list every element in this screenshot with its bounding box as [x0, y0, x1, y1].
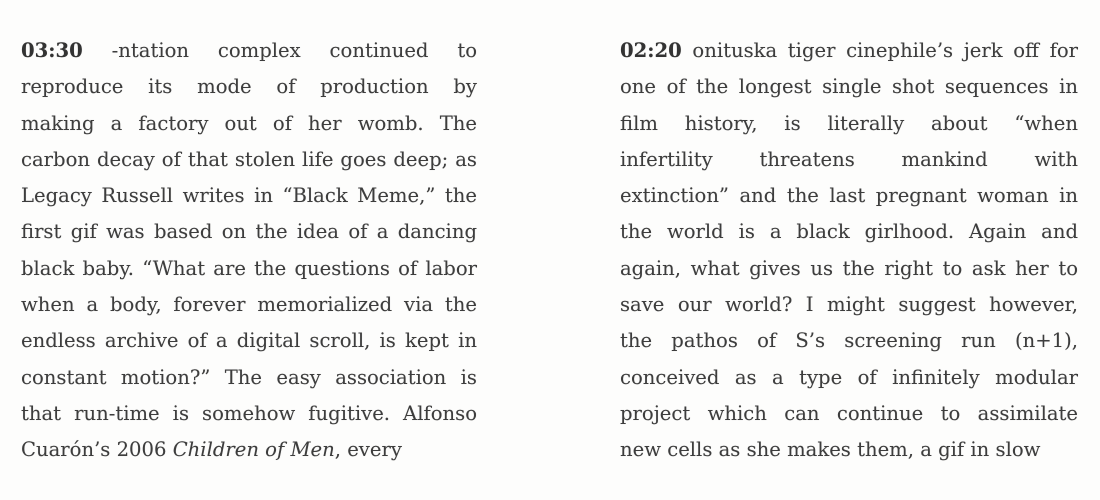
- timestamp-right: 02:20: [620, 39, 682, 62]
- text-line: conceived as a type of infinitely modular: [620, 365, 1078, 389]
- text-line: reproduce its mode of production by: [21, 75, 477, 99]
- text-line: [620, 33, 1078, 69]
- right-column: [620, 33, 1078, 469]
- left-column: [21, 33, 477, 469]
- line-text: onituska tiger cinephile’s jerk off for: [692, 39, 1078, 62]
- text-line: endless archive of a digital scroll, is kept in: [21, 329, 477, 353]
- text-line: the world is a black girlhood. Again and: [620, 220, 1078, 244]
- text-line: constant motion?” The easy association is: [21, 365, 477, 389]
- text-line: the pathos of S’s screening run (n+1),: [620, 329, 1078, 353]
- line-text: -ntation complex continued to: [111, 39, 477, 62]
- text-line: black baby. “What are the questions of labor: [21, 256, 477, 280]
- film-title: Children of Men: [172, 438, 335, 462]
- text-line: first gif was based on the idea of a dancing: [21, 220, 477, 244]
- text-line: save our world? I might suggest however,: [620, 293, 1078, 317]
- text-line: Legacy Russell writes in “Black Meme,” the: [21, 184, 477, 208]
- text-line: again, what gives us the right to ask her to: [620, 256, 1078, 280]
- timestamp-left: 03:30: [21, 39, 83, 62]
- text-line: new cells as she makes them, a gif in slow: [620, 438, 1041, 462]
- text-line: that run-time is somehow fugitive. Alfonso: [21, 401, 477, 425]
- text-line: extinction” and the last pregnant woman in: [620, 184, 1078, 208]
- line-text: , every: [334, 438, 402, 462]
- text-line: carbon decay of that stolen life goes deep; as: [21, 147, 477, 171]
- text-line: making a factory out of her womb. The: [21, 111, 477, 135]
- text-line: project which can continue to assimilate: [620, 401, 1078, 425]
- text-line: [21, 432, 477, 468]
- text-line: when a body, forever memorialized via the: [21, 293, 477, 317]
- line-text: Cuarón’s 2006: [21, 438, 173, 462]
- text-line: film history, is literally about “when: [620, 111, 1078, 135]
- text-line: one of the longest single shot sequences in: [620, 75, 1078, 99]
- text-line: [21, 33, 477, 69]
- text-line: infertility threatens mankind with: [620, 147, 1078, 171]
